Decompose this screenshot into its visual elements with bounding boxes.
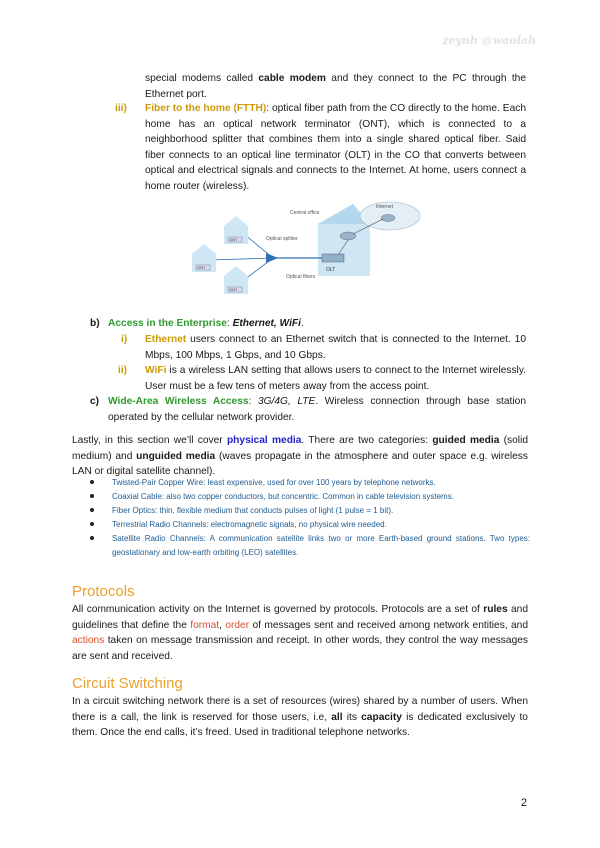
ftth-diagram [188,196,428,298]
text: All communication activity on the Internet is governed by protocols. Protocols are a set of [72,604,484,615]
term-actions: actions [72,635,105,647]
cable-modem-continuation [145,71,526,102]
olt-box [322,254,344,262]
label-ont: ONT [229,237,238,242]
term-capacity: capacity [361,711,402,723]
label-optical-fibers: Optical fibers [286,274,316,280]
term-cable-modem: cable modem [258,73,326,84]
text: , [219,619,226,631]
home-icon [192,244,216,272]
text: is dedicated exclusively to them. Once the end calls, it’s freed. Used in traditional telephone networks. [72,711,528,739]
list-marker: i) [121,334,128,345]
list-marker: iii) [115,103,127,114]
wan-technologies: 3G/4G, LTE [257,396,316,407]
text: (solid medium) and [72,435,528,462]
text: : [248,396,258,407]
text: and they connect to the PC through the Ethernet port. [145,73,526,100]
list-item: Satellite Radio Channels: A communication satellite links two or more Earth-based ground stations. Two types: geostationary and low-earth orbiting (LEO) satellites. [90,532,530,559]
circuit-switching-heading: Circuit Switching [72,675,183,692]
text: . There are two categories: [301,435,433,446]
wan-paragraph [108,394,526,425]
text: . [300,318,304,329]
text: its [342,711,362,723]
label-olt: OLT [326,267,336,273]
label-optical-splitter: Optical splitter [266,236,298,242]
physical-media-paragraph [72,433,528,480]
term-guided-media: guided media [432,435,500,446]
list-item: Terrestrial Radio Channels: electromagnetic signals, no physical wire needed. [90,518,530,532]
text: of messages sent and received among network entities, and [249,619,528,631]
router-icon [381,215,395,222]
watermark: zeynh @waolah [442,34,536,47]
protocols-heading: Protocols [72,583,135,600]
list-item: Coaxial Cable: also two copper conductors, but concentric. Common in cable television systems. [90,490,530,504]
list-item: Fiber Optics: thin, flexible medium that conducts pulses of light (1 pulse = 1 bit). [90,504,530,518]
term-format: format [190,619,220,631]
home-icon [224,266,248,294]
term-enterprise: Access in the Enterprise [108,318,227,329]
text: taken on message transmission and receipt. In other words, they control the way messages are sent and received. [72,635,528,662]
text: special modems called [145,73,259,84]
text: users connect to an Ethernet switch that is connected to the Internet. 10 Mbps, 100 Mbps, 1 Gbps, and 10 Gbps. [145,334,526,361]
list-item: Twisted-Pair Copper Wire: least expensive, used for over 100 years by telephone networks. [90,476,530,490]
term-rules: rules [483,604,508,615]
term-all: all [331,711,343,723]
text: is a wireless LAN setting that allows users to connect to the Internet wirelessly. User must be a few tens of meters away from the access point. [145,365,526,392]
ethernet-paragraph [145,332,526,363]
list-marker: ii) [118,365,128,376]
label-ont: ONT [197,265,206,270]
text: and guidelines that define the [72,604,528,631]
list-marker: c) [90,396,100,407]
enterprise-heading [108,316,528,332]
splitter-icon [266,253,278,263]
term-physical-media: physical media [226,435,302,446]
text: . Wireless connection through base station operated by the cellular network provider. [108,396,526,423]
label-ont: ONT [229,287,238,292]
term-wide-area-wireless: Wide-Area Wireless Access [108,396,249,407]
term-ftth: Fiber to the home (FTTH) [145,103,267,114]
home-icon [224,216,248,244]
term-order: order [225,619,250,631]
physical-media-list [90,476,530,560]
text: (waves propagate in the atmosphere and outer space e.g. wireless LAN or digital satellite channel). [72,450,528,478]
list-marker: b) [90,318,100,329]
wifi-paragraph [145,363,526,394]
page-number: 2 [520,797,527,809]
ftth-paragraph [145,101,526,195]
text: Lastly, in this section we’ll cover [72,435,227,446]
enterprise-technologies: Ethernet, WiFi [232,318,301,329]
text: : optical fiber path from the CO directly to the home. Each home has an optical network terminator (ONT), which is connected to a neighborhood splitter that combines them into a single shared optical fiber. Said fiber connects to an optical line terminator (OLT) in the CO that converts between optical and electrical signals and connects to the Internet. At home, users connect a home router (wireless). [145,103,527,192]
text: : [226,318,233,329]
circuit-switching-paragraph [72,694,528,741]
router-icon [340,232,356,240]
term-wifi: WiFi [145,365,167,376]
term-unguided-media: unguided media [136,450,216,462]
text: In a circuit switching network there is a set of resources (wires) shared by a number of users. When there is a call, the link is reserved for those users, i.e, [72,696,528,723]
label-central-office: Central office [290,210,320,216]
protocols-paragraph [72,602,528,664]
label-internet: Internet [376,204,393,210]
term-ethernet: Ethernet [145,334,187,345]
